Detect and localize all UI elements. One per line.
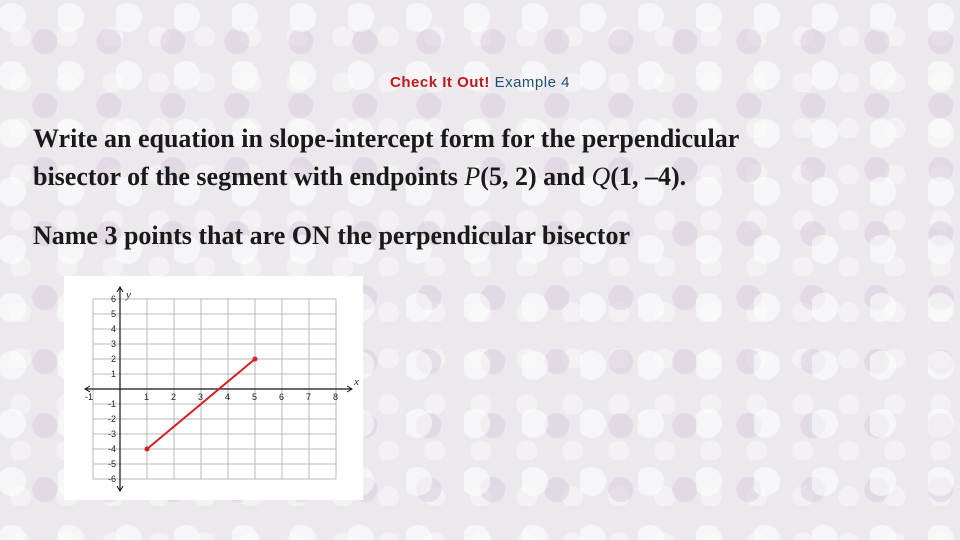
y-tick-label: -1 — [107, 399, 116, 409]
segment-endpoint — [253, 357, 258, 362]
y-tick-label: -5 — [107, 459, 116, 469]
coordinate-graph — [64, 276, 363, 500]
y-tick-label: 6 — [110, 294, 116, 304]
slide-heading — [0, 74, 960, 91]
x-tick-label: 1 — [144, 392, 150, 402]
heading-check-it-out: Check It Out! — [390, 74, 490, 91]
problem-line-2: bisector of the segment with endpoints — [33, 162, 465, 191]
point-p-coords: (5, 2) — [480, 162, 537, 191]
y-tick-label: 5 — [110, 309, 116, 319]
y-tick-label: -4 — [107, 444, 116, 454]
y-tick-label: 2 — [110, 354, 116, 364]
y-tick-label: 1 — [110, 369, 116, 379]
y-tick-label: 4 — [110, 324, 116, 334]
x-tick-label: 8 — [333, 392, 339, 402]
point-q-label: Q — [591, 162, 611, 191]
x-tick-label: -1 — [85, 392, 94, 402]
point-p-label: P — [464, 162, 481, 191]
graph-svg — [64, 276, 363, 500]
y-tick-label: -2 — [107, 414, 116, 424]
x-tick-label: 4 — [225, 392, 231, 402]
problem-statement — [33, 120, 933, 196]
x-axis-label: x — [354, 376, 359, 388]
problem-line-1: Write an equation in slope-intercept form for the perpendicular — [33, 124, 740, 153]
point-q-coords: (1, –4). — [610, 162, 687, 191]
x-tick-label: 2 — [171, 392, 177, 402]
task-statement: Name 3 points that are ON the perpendicular bisector — [33, 221, 630, 250]
problem-and: and — [536, 162, 592, 191]
y-axis-label: y — [126, 289, 131, 301]
x-tick-label: 5 — [252, 392, 258, 402]
x-tick-label: 7 — [306, 392, 312, 402]
y-tick-label: -6 — [107, 474, 116, 484]
y-tick-label: -3 — [107, 429, 116, 439]
x-tick-label: 6 — [279, 392, 285, 402]
y-tick-label: 3 — [110, 339, 116, 349]
heading-example-number: Example 4 — [494, 74, 570, 91]
x-tick-label: 3 — [198, 392, 204, 402]
segment-endpoint — [145, 447, 150, 452]
